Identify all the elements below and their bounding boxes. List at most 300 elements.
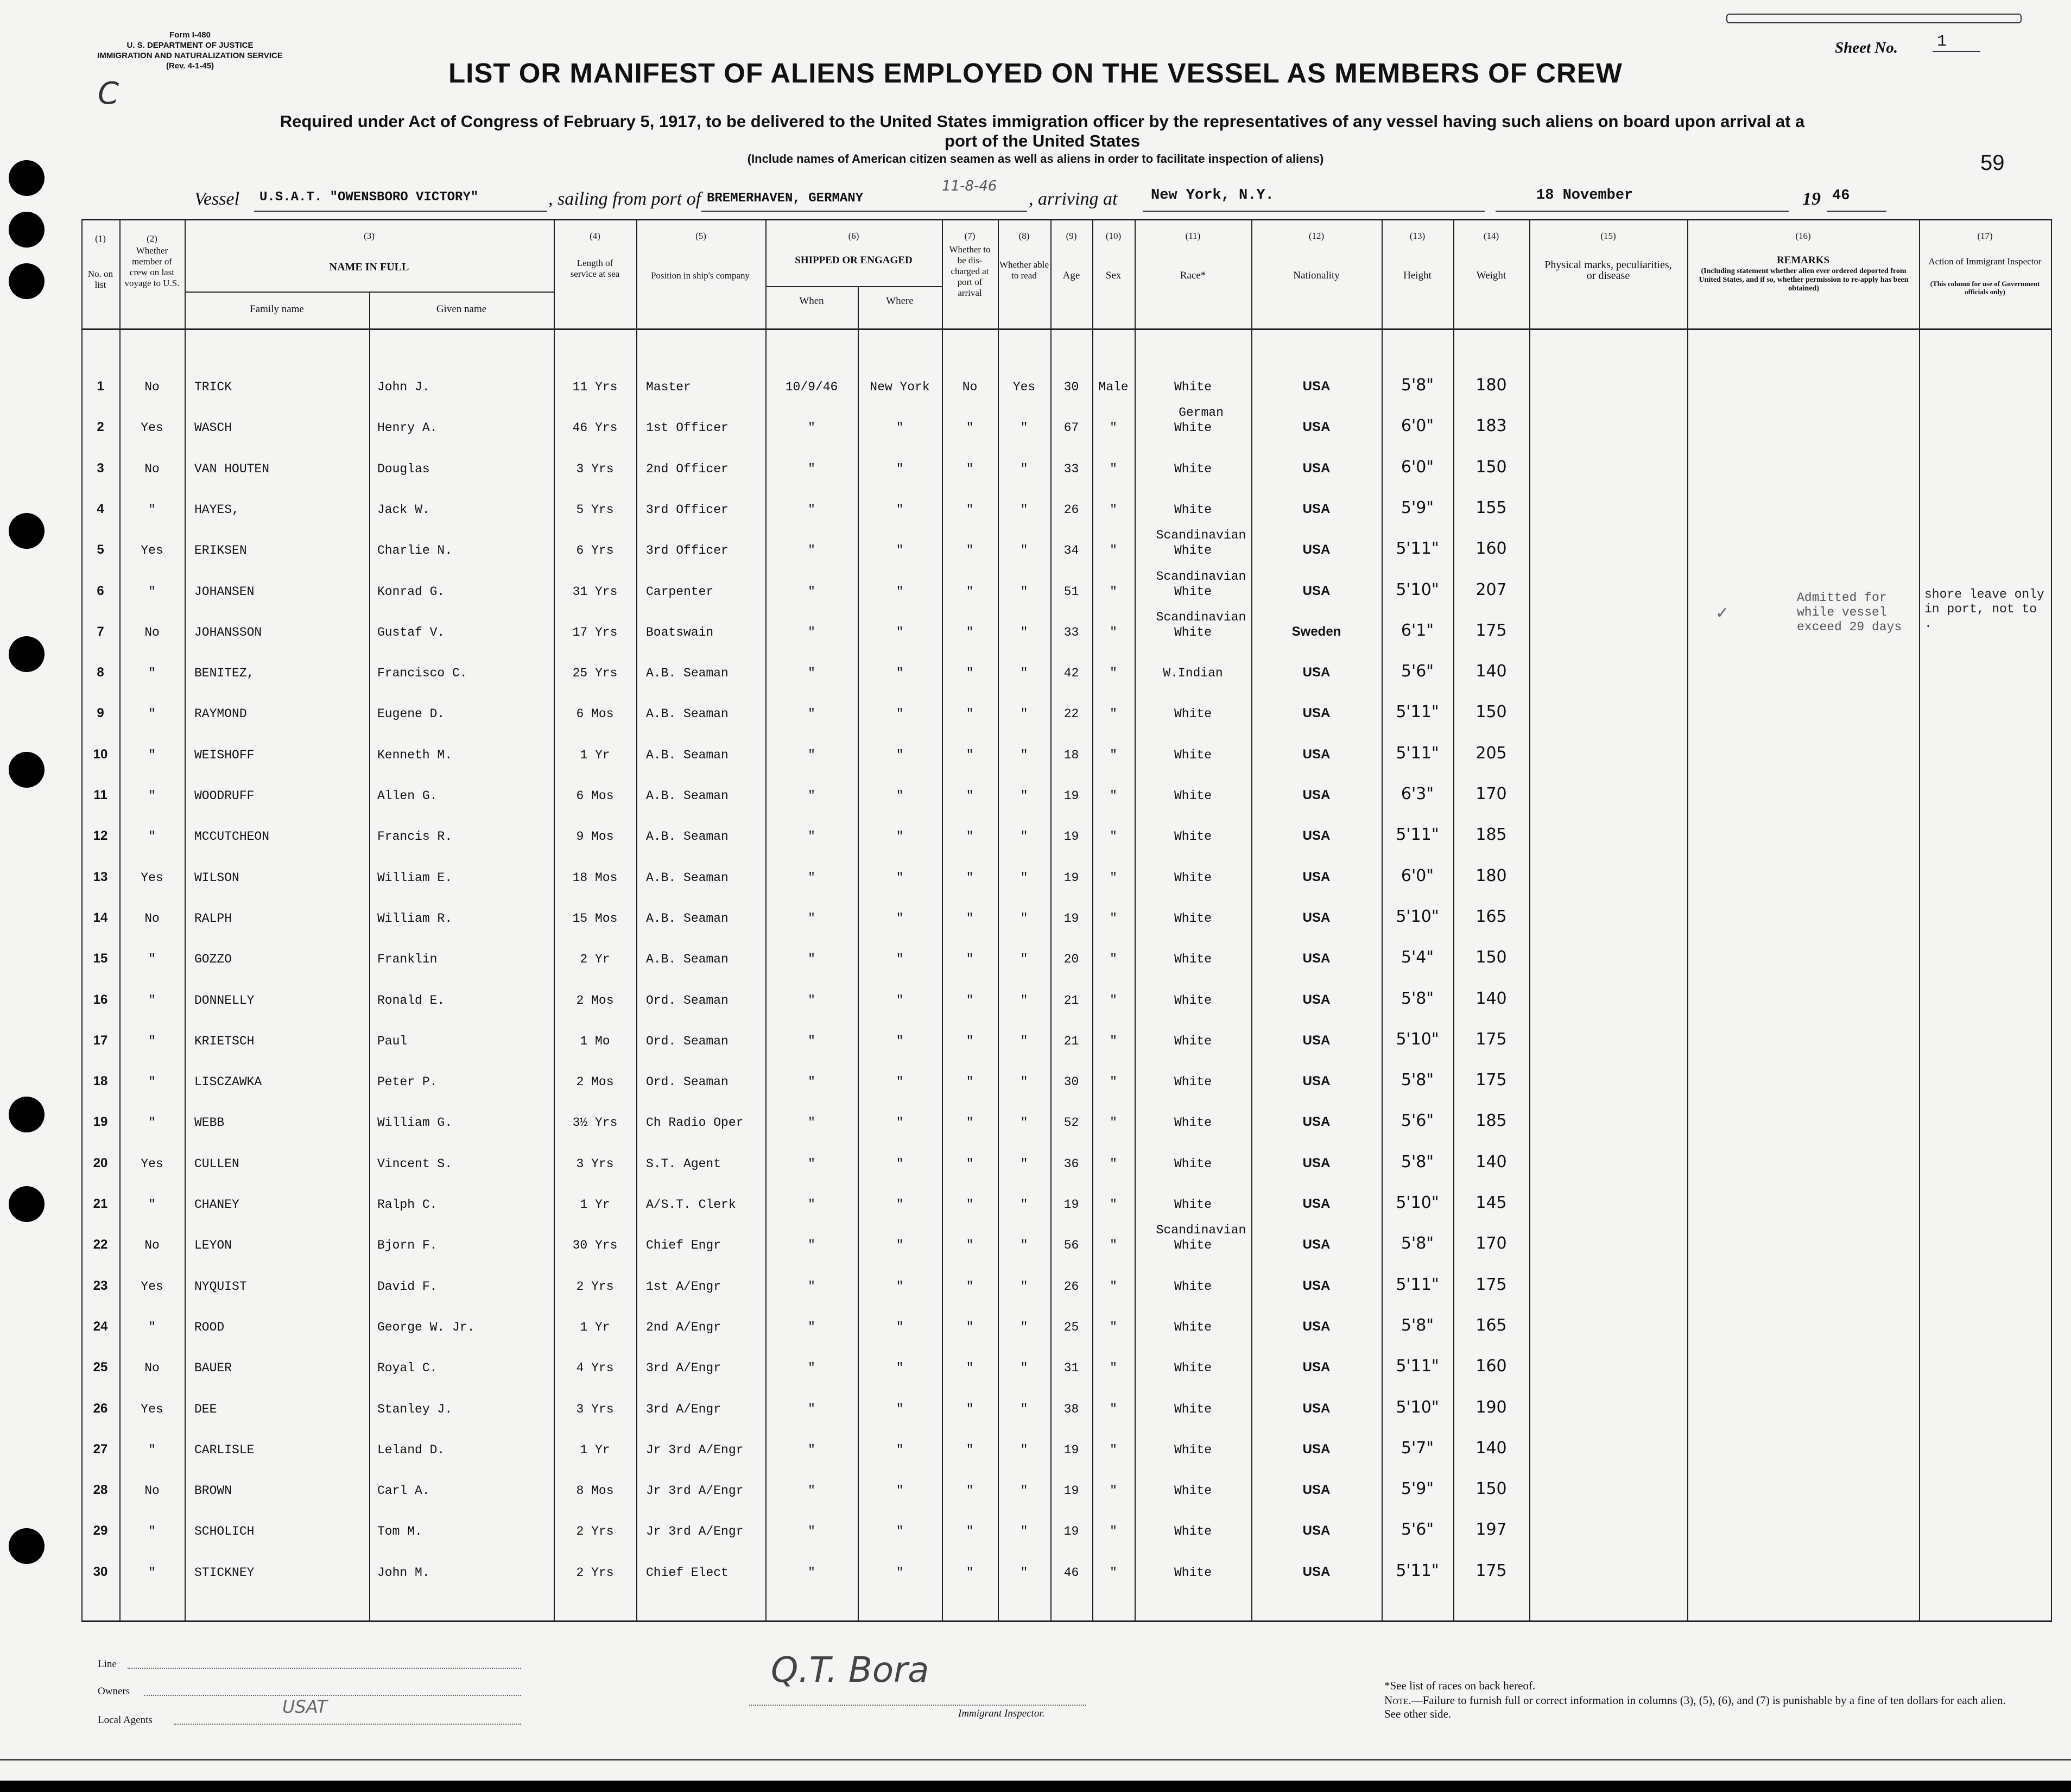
inspector-action-text: shore leave only in port, not to . (1924, 587, 2044, 631)
able-to-read: " (1020, 585, 1028, 599)
age: 36 (1063, 1157, 1079, 1171)
corner-mark: C (98, 76, 119, 111)
sex: " (1110, 911, 1117, 926)
previous-voyage: " (148, 707, 156, 721)
discharged: " (966, 789, 974, 803)
nationality: USA (1302, 1483, 1331, 1497)
shipped-where: " (896, 1443, 904, 1457)
age: 25 (1063, 1320, 1079, 1334)
nationality: USA (1302, 379, 1331, 394)
nationality: USA (1302, 1033, 1331, 1048)
shipped-when: " (808, 993, 815, 1008)
shipped-when: " (808, 1198, 815, 1212)
nationality: USA (1302, 1360, 1331, 1375)
col6-where-header: Where (886, 295, 914, 307)
service-length: 2 Yrs (576, 1566, 614, 1580)
shipped-when: " (808, 543, 815, 558)
sex: " (1110, 503, 1117, 517)
sex: " (1110, 993, 1117, 1008)
discharged: " (966, 462, 974, 476)
height: 6'3" (1401, 784, 1434, 803)
binder-hole (9, 513, 45, 549)
nationality: USA (1302, 910, 1331, 925)
service-length: 2 Yr (580, 952, 610, 966)
shipped-where: " (896, 789, 904, 803)
position: Ch Radio Oper (646, 1116, 744, 1130)
age: 33 (1063, 462, 1079, 476)
sex: " (1110, 707, 1117, 721)
discharged: " (966, 707, 974, 721)
col3-header: NAME IN FULL (329, 261, 409, 273)
able-to-read: " (1020, 1524, 1028, 1538)
service-length: 2 Yrs (576, 1280, 614, 1294)
race-qualifier: Scandinavian (1156, 610, 1246, 624)
height: 5'8" (1401, 1316, 1434, 1335)
family-name: JOHANSSON (194, 625, 262, 639)
col17-header: Action of Immigrant Inspector (1928, 256, 2042, 267)
family-name: DEE (194, 1402, 217, 1416)
arrival-date: 18 November (1536, 187, 1633, 204)
service-length: 15 Mos (572, 911, 618, 926)
shipped-where: " (896, 1075, 904, 1089)
able-to-read: " (1020, 1320, 1028, 1334)
col2-header: Whether member of crew on last voyage to U.S. (124, 245, 180, 288)
shipped-where: " (896, 1198, 904, 1212)
race: White (1174, 789, 1212, 803)
height: 6'0" (1401, 416, 1434, 435)
able-to-read: " (1020, 911, 1028, 926)
shipped-where: " (896, 871, 904, 885)
check-mark-icon: ✓ (1715, 604, 1730, 623)
shipped-where: " (896, 666, 904, 680)
race: White (1174, 1484, 1212, 1498)
handwritten-date: 11-8-46 (942, 178, 997, 194)
previous-voyage: " (148, 748, 156, 762)
row-number: 28 (93, 1483, 108, 1497)
height: 5'10" (1396, 1030, 1439, 1049)
shipped-where: New York (870, 380, 930, 394)
family-name: TRICK (194, 380, 232, 394)
shipped-where: " (896, 1566, 904, 1580)
family-name: BROWN (194, 1484, 232, 1498)
position: A.B. Seaman (646, 952, 729, 966)
row-number: 26 (93, 1401, 108, 1416)
shipped-when: " (808, 829, 815, 844)
sex: " (1110, 585, 1117, 599)
discharged: " (966, 1361, 974, 1375)
previous-voyage: No (144, 625, 160, 639)
sex: " (1110, 543, 1117, 558)
age: 34 (1063, 543, 1079, 558)
race: White (1174, 1443, 1212, 1457)
col8-num: (8) (1018, 231, 1030, 241)
service-length: 9 Mos (576, 829, 614, 844)
discharged: " (966, 1034, 974, 1048)
previous-voyage: " (148, 993, 156, 1008)
service-length: 25 Yrs (572, 666, 618, 680)
row-number: 6 (97, 584, 104, 598)
race: White (1174, 1034, 1212, 1048)
sex: " (1110, 1484, 1117, 1498)
previous-voyage: " (148, 829, 156, 844)
height: 5'11" (1396, 539, 1439, 558)
previous-voyage: " (148, 1116, 156, 1130)
row-number: 20 (93, 1156, 108, 1170)
shipped-when: " (808, 1238, 815, 1252)
able-to-read: " (1020, 1402, 1028, 1416)
able-to-read: " (1020, 1075, 1028, 1089)
weight: 140 (1475, 1153, 1507, 1172)
given-name: William R. (377, 911, 453, 926)
shipped-where: " (896, 503, 904, 517)
weight: 150 (1475, 948, 1507, 967)
line-label: Line (98, 1658, 117, 1670)
shipped-where: " (896, 707, 904, 721)
previous-voyage: " (148, 789, 156, 803)
position: Ord. Seaman (646, 1075, 729, 1089)
family-name: WEISHOFF (194, 748, 255, 762)
sex: " (1110, 1116, 1117, 1130)
previous-voyage: " (148, 503, 156, 517)
height: 5'10" (1396, 1193, 1439, 1212)
race: White (1174, 993, 1212, 1008)
row-number: 29 (93, 1523, 108, 1538)
shipped-where: " (896, 952, 904, 966)
nationality: USA (1302, 951, 1331, 966)
race: White (1174, 707, 1212, 721)
family-name: KRIETSCH (194, 1034, 255, 1048)
col6-header: SHIPPED OR ENGAGED (795, 255, 913, 266)
race: White (1174, 503, 1212, 517)
shipped-where: " (896, 1116, 904, 1130)
col10-header: Sex (1105, 270, 1122, 281)
position: A.B. Seaman (646, 871, 729, 885)
shipped-where: " (896, 462, 904, 476)
shipped-when: " (808, 625, 815, 639)
shipped-where: " (896, 1524, 904, 1538)
row-number: 27 (93, 1442, 108, 1457)
given-name: Peter P. (377, 1075, 438, 1089)
row-number: 10 (93, 747, 108, 762)
age: 22 (1063, 707, 1079, 721)
col16-note: (Including statement whether alien ever ordered deported from United States, and if so, whether permission to re-apply has been obtained) (1699, 267, 1909, 293)
able-to-read: " (1020, 1484, 1028, 1498)
age: 51 (1063, 585, 1079, 599)
age: 56 (1063, 1238, 1079, 1252)
able-to-read: " (1020, 1157, 1028, 1171)
top-edge-tab (1726, 14, 2022, 23)
family-name: LISCZAWKA (194, 1075, 262, 1089)
binder-hole (9, 1186, 45, 1222)
position: Boatswain (646, 625, 714, 639)
shipped-where: " (896, 1034, 904, 1048)
age: 26 (1063, 1280, 1079, 1294)
able-to-read: " (1020, 993, 1028, 1008)
weight: 180 (1475, 376, 1507, 395)
service-length: 6 Mos (576, 707, 614, 721)
weight: 190 (1475, 1398, 1507, 1417)
sex: Male (1098, 380, 1129, 394)
race-qualifier: German (1179, 406, 1224, 420)
nationality: USA (1302, 747, 1331, 762)
discharged: " (966, 421, 974, 435)
service-length: 3 Yrs (576, 1402, 614, 1416)
col12-num: (12) (1308, 231, 1325, 241)
arriving-port: New York, N.Y. (1151, 187, 1274, 204)
nationality: USA (1302, 1523, 1331, 1538)
shipped-where: " (896, 1238, 904, 1252)
previous-voyage: No (144, 462, 160, 476)
able-to-read: " (1020, 1443, 1028, 1457)
family-name: WASCH (194, 421, 232, 435)
shipped-where: " (896, 1280, 904, 1294)
given-name: William E. (377, 871, 453, 885)
shipped-when: " (808, 1524, 815, 1538)
given-name: Gustaf V. (377, 625, 445, 639)
height: 5'10" (1396, 907, 1439, 926)
height: 6'0" (1401, 458, 1434, 477)
previous-voyage: " (148, 1075, 156, 1089)
weight: 170 (1475, 1234, 1507, 1253)
position: A.B. Seaman (646, 789, 729, 803)
shipped-when: " (808, 952, 815, 966)
binder-hole (9, 1528, 45, 1564)
previous-voyage: " (148, 1524, 156, 1538)
able-to-read: " (1020, 952, 1028, 966)
races-note: *See list of races on back hereof. (1384, 1679, 1536, 1692)
shipped-where: " (896, 1157, 904, 1171)
col3-family-header: Family name (250, 303, 304, 315)
given-name: David F. (377, 1280, 438, 1294)
race: White (1174, 1116, 1212, 1130)
page-subtitle: Required under Act of Congress of February 5, 1917, to be delivered to the United States immigration officer by the representatives of any vessel having such aliens on board upon arrival at a port of the United States (280, 112, 1805, 150)
position: Jr 3rd A/Engr (646, 1443, 744, 1457)
col14-header: Weight (1476, 270, 1506, 281)
sex: " (1110, 1198, 1117, 1212)
sex: " (1110, 871, 1117, 885)
year-suffix: 46 (1832, 188, 1850, 204)
position: Ord. Seaman (646, 1034, 729, 1048)
height: 5'9" (1401, 498, 1434, 517)
shipped-where: " (896, 1402, 904, 1416)
nationality: USA (1302, 788, 1331, 802)
nationality: USA (1302, 502, 1331, 516)
nationality: USA (1302, 461, 1331, 476)
service-length: 17 Yrs (572, 625, 618, 639)
sex: " (1110, 1402, 1117, 1416)
col14-num: (14) (1483, 231, 1499, 241)
race: White (1174, 1566, 1212, 1580)
given-name: Tom M. (377, 1524, 422, 1538)
weight: 175 (1475, 1071, 1507, 1090)
race: White (1174, 543, 1212, 558)
able-to-read: Yes (1012, 380, 1036, 394)
position: Carpenter (646, 585, 714, 599)
weight: 180 (1475, 866, 1507, 885)
nationality: USA (1302, 1319, 1331, 1334)
shipped-where: " (896, 1361, 904, 1375)
inspector-signature: Q.T. Bora (771, 1650, 929, 1690)
discharged: No (962, 380, 978, 394)
height: 5'11" (1396, 744, 1439, 763)
given-name: Kenneth M. (377, 748, 453, 762)
age: 46 (1063, 1566, 1079, 1580)
position: 3rd Officer (646, 543, 729, 558)
previous-voyage: Yes (141, 1280, 163, 1294)
position: 1st A/Engr (646, 1280, 721, 1294)
discharged: " (966, 503, 974, 517)
shipped-where: " (896, 911, 904, 926)
family-name: HAYES, (194, 503, 239, 517)
shipped-where: " (896, 543, 904, 558)
position: Jr 3rd A/Engr (646, 1484, 744, 1498)
col1-header: No. on list (87, 269, 113, 290)
weight: 155 (1475, 498, 1507, 517)
row-number: 18 (93, 1074, 108, 1088)
discharged: " (966, 993, 974, 1008)
height: 5'8" (1401, 1071, 1434, 1090)
sex: " (1110, 1320, 1117, 1334)
given-name: Stanley J. (377, 1402, 453, 1416)
col15-header: Physical marks, peculiarities, or disease (1544, 259, 1672, 282)
nationality: USA (1302, 584, 1331, 598)
shipped-when: " (808, 1484, 815, 1498)
height: 5'6" (1401, 662, 1434, 681)
able-to-read: " (1020, 462, 1028, 476)
able-to-read: " (1020, 871, 1028, 885)
shipped-when: " (808, 1361, 815, 1375)
weight: 185 (1475, 1111, 1507, 1130)
binder-hole (9, 212, 45, 248)
row-number: 2 (97, 420, 104, 434)
previous-voyage: " (148, 1320, 156, 1334)
nationality: USA (1302, 420, 1331, 434)
position: Jr 3rd A/Engr (646, 1524, 744, 1538)
row-number: 4 (97, 502, 104, 516)
sex: " (1110, 1157, 1117, 1171)
discharged: " (966, 748, 974, 762)
col7-header: Whether to be dis-charged at port of arrival (949, 244, 991, 298)
sex: " (1110, 666, 1117, 680)
sex: " (1110, 1524, 1117, 1538)
row-number: 16 (93, 992, 108, 1007)
service-length: 5 Yrs (576, 503, 614, 517)
weight: 150 (1475, 458, 1507, 477)
height: 5'9" (1401, 1479, 1434, 1498)
family-name: CULLEN (194, 1157, 239, 1171)
previous-voyage: Yes (141, 421, 163, 435)
col10-num: (10) (1105, 231, 1122, 241)
position: 2nd A/Engr (646, 1320, 721, 1334)
service-length: 46 Yrs (572, 421, 618, 435)
given-name: Ronald E. (377, 993, 445, 1008)
row-number: 17 (93, 1033, 108, 1048)
weight: 160 (1475, 1357, 1507, 1376)
able-to-read: " (1020, 1198, 1028, 1212)
height: 5'11" (1396, 702, 1439, 721)
height: 5'10" (1396, 1398, 1439, 1417)
weight: 175 (1475, 1030, 1507, 1049)
weight: 197 (1475, 1520, 1507, 1539)
col17-num: (17) (1977, 231, 1993, 241)
age: 33 (1063, 625, 1079, 639)
shipped-where: " (896, 748, 904, 762)
discharged: " (966, 1198, 974, 1212)
row-number: 3 (97, 461, 104, 476)
previous-voyage: " (148, 1443, 156, 1457)
able-to-read: " (1020, 748, 1028, 762)
race: White (1174, 1524, 1212, 1538)
previous-voyage: Yes (141, 1402, 163, 1416)
age: 21 (1063, 993, 1079, 1008)
binder-hole (9, 263, 45, 299)
shipped-where: " (896, 1484, 904, 1498)
form-identifier: Form I-480 U. S. DEPARTMENT OF JUSTICE IMMIGRATION AND NATURALIZATION SERVICE (Rev. 4-1-45) (97, 30, 283, 71)
family-name: CARLISLE (194, 1443, 255, 1457)
row-number: 19 (93, 1115, 108, 1129)
race: White (1174, 1402, 1212, 1416)
row-number: 5 (97, 542, 104, 557)
service-length: 2 Mos (576, 1075, 614, 1089)
binder-hole (9, 752, 45, 788)
given-name: John M. (377, 1566, 430, 1580)
sex: " (1110, 625, 1117, 639)
race: White (1174, 1238, 1212, 1252)
discharged: " (966, 543, 974, 558)
race: White (1174, 829, 1212, 844)
given-name: Vincent S. (377, 1157, 453, 1171)
discharged: " (966, 1116, 974, 1130)
weight: 140 (1475, 989, 1507, 1008)
shipped-where: " (896, 1320, 904, 1334)
position: Chief Elect (646, 1566, 729, 1580)
given-name: Carl A. (377, 1484, 430, 1498)
col13-num: (13) (1409, 231, 1426, 241)
position: A.B. Seaman (646, 911, 729, 926)
given-name: Konrad G. (377, 585, 445, 599)
nationality: USA (1302, 1115, 1331, 1129)
weight: 175 (1475, 621, 1507, 640)
sex: " (1110, 1034, 1117, 1048)
weight: 175 (1475, 1275, 1507, 1294)
col9-header: Age (1062, 270, 1080, 281)
vessel-name: U.S.A.T. "OWENSBORO VICTORY" (259, 190, 479, 205)
col4-header: Length of service at sea (570, 258, 620, 279)
nationality: USA (1302, 665, 1331, 680)
row-number: 11 (93, 788, 107, 802)
race-qualifier: Scandinavian (1156, 569, 1246, 584)
shipped-where: " (896, 829, 904, 844)
sex: " (1110, 421, 1117, 435)
col9-num: (9) (1066, 231, 1077, 241)
position: 1st Officer (646, 421, 729, 435)
sex: " (1110, 829, 1117, 844)
discharged: " (966, 1075, 974, 1089)
age: 26 (1063, 503, 1079, 517)
age: 19 (1063, 789, 1079, 803)
age: 19 (1063, 829, 1079, 844)
previous-voyage: Yes (141, 543, 163, 558)
service-length: 4 Yrs (576, 1361, 614, 1375)
nationality: USA (1302, 1156, 1331, 1170)
nationality: USA (1302, 1278, 1331, 1293)
height: 5'10" (1396, 580, 1439, 599)
col5-header: Position in ship's company (650, 270, 750, 281)
shipped-when: " (808, 871, 815, 885)
weight: 170 (1475, 784, 1507, 803)
sex: " (1110, 748, 1117, 762)
given-name: Bjorn F. (377, 1238, 438, 1252)
